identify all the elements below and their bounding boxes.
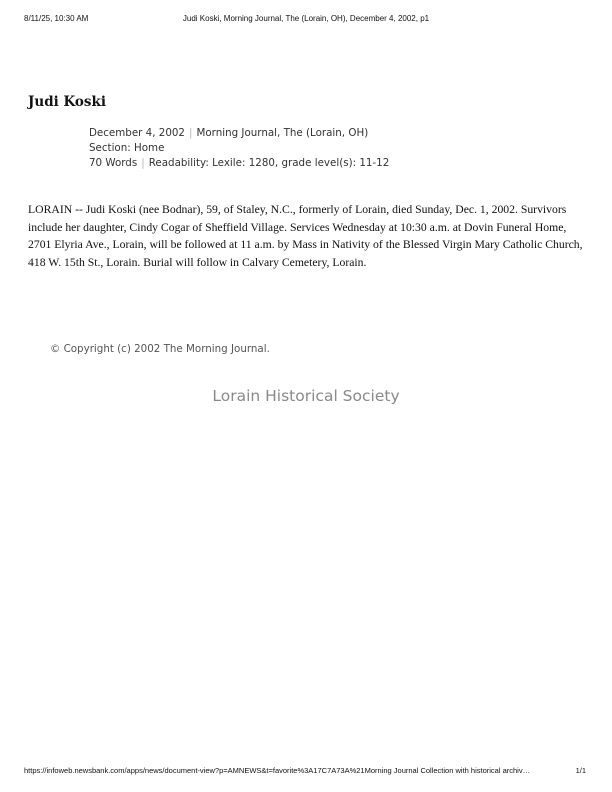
- article-metadata: [89, 126, 389, 171]
- article-word-count: 70 Words: [89, 157, 138, 169]
- metadata-separator: |: [188, 127, 193, 139]
- print-datetime: 8/11/25, 10:30 AM: [24, 14, 89, 23]
- article-readability: Readability: Lexile: 1280, grade level(s): 11-12: [148, 157, 390, 169]
- article-headline: Judi Koski: [28, 94, 106, 110]
- society-name: Lorain Historical Society: [212, 387, 400, 405]
- metadata-words-readability-line: [89, 156, 389, 171]
- article-source: Morning Journal, The (Lorain, OH): [196, 127, 369, 139]
- print-url: https://infoweb.newsbank.com/apps/news/document-view?p=AMNEWS&t=favorite%3A17C7A73A%21Morning Journal Collection with historical archiv…: [24, 766, 531, 775]
- print-document-title: Judi Koski, Morning Journal, The (Lorain, OH), December 4, 2002, p1: [182, 14, 430, 23]
- metadata-date-source-line: [89, 126, 389, 141]
- print-page-number: 1/1: [575, 766, 586, 775]
- article-section: Section: Home: [89, 142, 165, 154]
- article-date: December 4, 2002: [89, 127, 185, 139]
- article-body: LORAIN -- Judi Koski (nee Bodnar), 59, of Staley, N.C., formerly of Lorain, died Sunday, Dec. 1, 2002. Survivors include her daughter, Cindy Cogar of Sheffield Village. Services Wednesday at 10:30 a.m. at Dovin Funeral Home, 2701 Elyria Ave., Lorain, will be followed at 11 a.m. by Mass in Nativity of the Blessed Virgin Mary Catholic Church, 418 W. 15th St., Lorain. Burial will follow in Calvary Cemetery, Lorain.: [28, 203, 583, 269]
- copyright-notice: © Copyright (c) 2002 The Morning Journal.: [50, 343, 270, 355]
- metadata-separator: |: [141, 157, 145, 169]
